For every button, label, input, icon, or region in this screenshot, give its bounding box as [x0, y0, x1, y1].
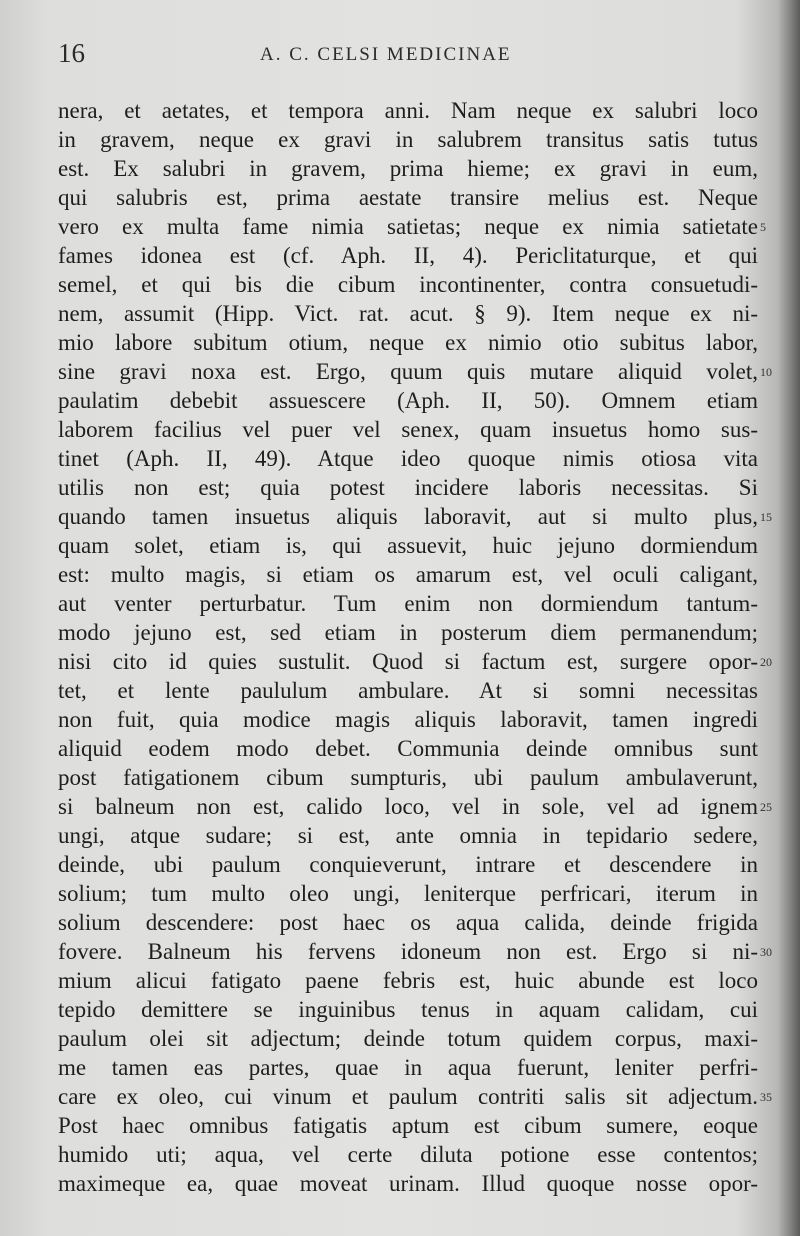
- text-line: est: multo magis, si etiam os amarum est, vel oculi caligant,: [58, 562, 758, 587]
- text-line: fames idonea est (cf. Aph. II, 4). Periclitaturque, et qui: [58, 243, 758, 268]
- text-line: ungi, atque sudare; si est, ante omnia in tepidario sedere,: [58, 823, 758, 848]
- page-edge-shadow: [778, 0, 800, 1236]
- text-line: nera, et aetates, et tempora anni. Nam neque ex salubri loco: [58, 98, 758, 123]
- text-line: utilis non est; quia potest incidere laboris necessitas. Si: [58, 475, 758, 500]
- text-line: quam solet, etiam is, qui assuevit, huic jejuno dormiendum: [58, 533, 758, 558]
- text-line: sine gravi noxa est. Ergo, quum quis mutare aliquid volet,: [58, 359, 758, 384]
- line-number-marginal: 5: [760, 220, 766, 234]
- text-line: mium alicui fatigato paene febris est, huic abunde est loco: [58, 968, 758, 993]
- text-line: humido uti; aqua, vel certe diluta potione esse contentos;: [58, 1142, 758, 1167]
- line-number-marginal: 35: [760, 1090, 772, 1104]
- line-number-marginal: 25: [760, 800, 772, 814]
- text-line: vero ex multa fame nimia satietas; neque ex nimia satietate: [58, 214, 758, 239]
- text-line: laborem facilius vel puer vel senex, quam insuetus homo sus-: [58, 417, 758, 442]
- page-number: 16: [58, 38, 85, 68]
- text-line: aliquid eodem modo debet. Communia deinde omnibus sunt: [58, 736, 758, 761]
- line-number-marginal: 30: [760, 945, 772, 959]
- text-line: si balneum non est, calido loco, vel in sole, vel ad ignem: [58, 794, 758, 819]
- text-line: quando tamen insuetus aliquis laboravit, aut si multo plus,: [58, 504, 758, 529]
- text-line: tet, et lente paululum ambulare. At si somni necessitas: [58, 678, 758, 703]
- text-line: mio labore subitum otium, neque ex nimio otio subitus labor,: [58, 330, 758, 355]
- text-line: solium; tum multo oleo ungi, leniterque perfricari, iterum in: [58, 881, 758, 906]
- text-line: semel, et qui bis die cibum incontinenter, contra consuetudi-: [58, 272, 758, 297]
- text-line: paulum olei sit adjectum; deinde totum quidem corpus, maxi-: [58, 1026, 758, 1051]
- text-line: fovere. Balneum his fervens idoneum non est. Ergo si ni-: [58, 939, 758, 964]
- running-title: A. C. CELSI MEDICINAE: [260, 44, 512, 65]
- text-line: solium descendere: post haec os aqua calida, deinde frigida: [58, 910, 758, 935]
- line-number-marginal: 20: [760, 655, 772, 669]
- text-line: tepido demittere se inguinibus tenus in aquam calidam, cui: [58, 997, 758, 1022]
- text-line: non fuit, quia modice magis aliquis laboravit, tamen ingredi: [58, 707, 758, 732]
- line-number-marginal: 10: [760, 365, 772, 379]
- text-line: care ex oleo, cui vinum et paulum contriti salis sit adjectum.: [58, 1084, 758, 1109]
- text-line: Post haec omnibus fatigatis aptum est cibum sumere, eoque: [58, 1113, 758, 1138]
- text-line: paulatim debebit assuescere (Aph. II, 50). Omnem etiam: [58, 388, 758, 413]
- text-line: est. Ex salubri in gravem, prima hieme; ex gravi in eum,: [58, 156, 758, 181]
- text-line: in gravem, neque ex gravi in salubrem transitus satis tutus: [58, 127, 758, 152]
- running-head: [58, 38, 758, 72]
- text-line: modo jejuno est, sed etiam in posterum diem permanendum;: [58, 620, 758, 645]
- text-line: tinet (Aph. II, 49). Atque ideo quoque nimis otiosa vita: [58, 446, 758, 471]
- text-line: maximeque ea, quae moveat urinam. Illud quoque nosse opor-: [58, 1171, 758, 1196]
- line-number-marginal: 15: [760, 510, 772, 524]
- body-text: [58, 96, 772, 1198]
- text-line: post fatigationem cibum sumpturis, ubi paulum ambulaverunt,: [58, 765, 758, 790]
- text-line: aut venter perturbatur. Tum enim non dormiendum tantum-: [58, 591, 758, 616]
- text-line: nem, assumit (Hipp. Vict. rat. acut. § 9). Item neque ex ni-: [58, 301, 758, 326]
- text-line: deinde, ubi paulum conquieverunt, intrare et descendere in: [58, 852, 758, 877]
- text-line: qui salubris est, prima aestate transire melius est. Neque: [58, 185, 758, 210]
- text-line: me tamen eas partes, quae in aqua fuerunt, leniter perfri-: [58, 1055, 758, 1080]
- text-line: nisi cito id quies sustulit. Quod si factum est, surgere opor-: [58, 649, 758, 674]
